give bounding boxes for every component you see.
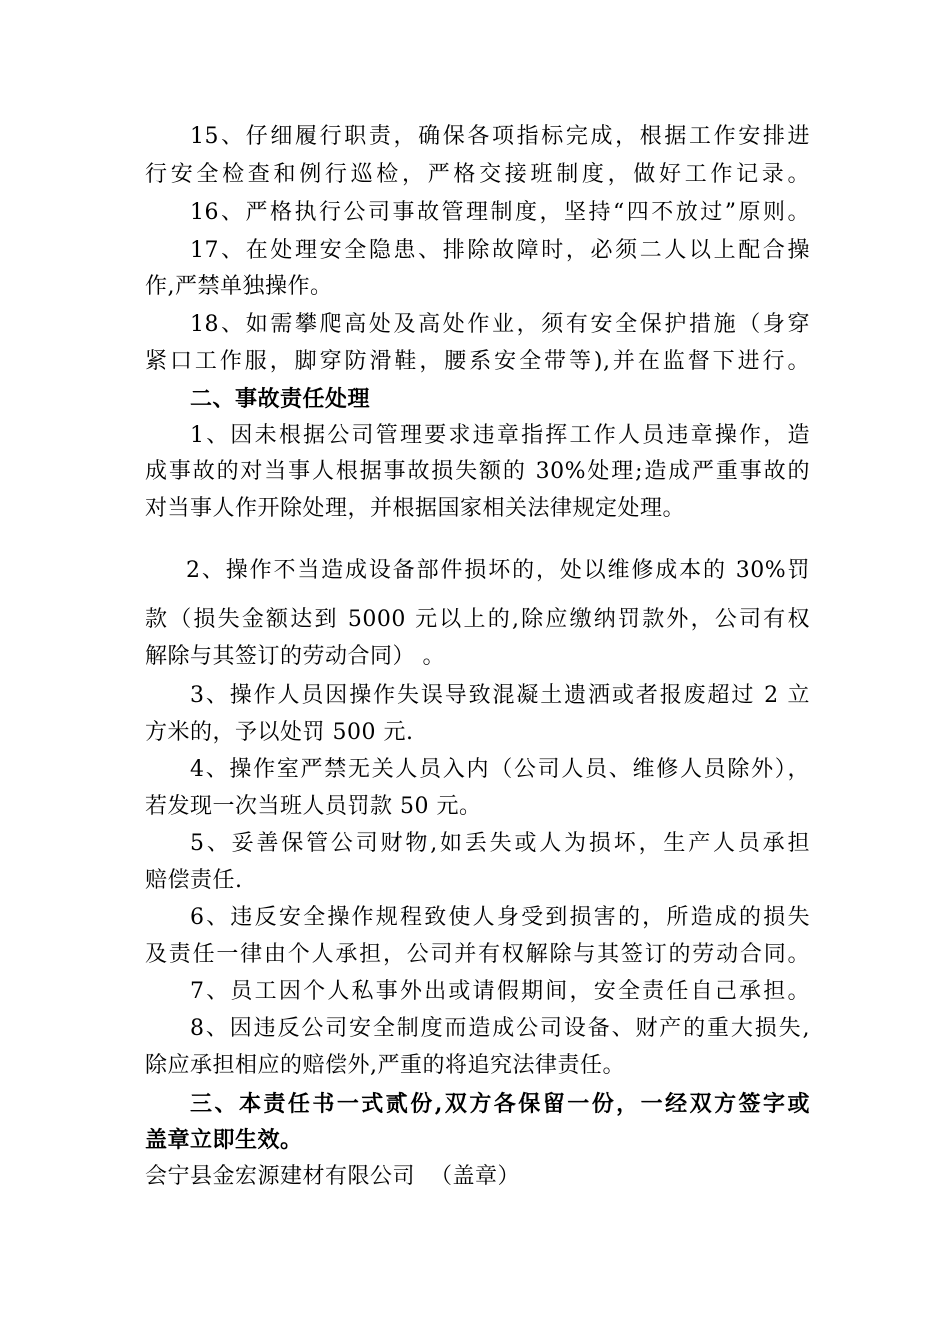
liability-7: 7、员工因个人私事外出或请假期间，安全责任自己承担。 <box>190 979 810 1004</box>
liability-1-line-1: 1、因未根据公司管理要求违章指挥工作人员违章操作，造 <box>190 423 810 448</box>
liability-1-line-3: 对当事人作开除处理，并根据国家相关法律规定处理。 <box>145 496 686 521</box>
liability-4-line-1: 4、操作室严禁无关人员入内（公司人员、维修人员除外）， <box>190 757 810 782</box>
liability-5-line-1: 5、妥善保管公司财物,如丢失或人为损坏，生产人员承担 <box>190 831 810 856</box>
section-3-line-1: 三、本责任书一式贰份,双方各保留一份，一经双方签字或 <box>190 1091 810 1117</box>
liability-8-line-2: 除应承担相应的赔偿外,严重的将追究法律责任。 <box>145 1053 625 1078</box>
section-3-line-2: 盖章立即生效。 <box>145 1127 303 1153</box>
liability-4-line-2: 若发现一次当班人员罚款 50 元。 <box>145 794 482 819</box>
clause-17-line-1: 17、在处理安全隐患、排除故障时，必须二人以上配合操 <box>190 238 810 263</box>
liability-2-line-1: 2、操作不当造成设备部件损坏的，处以维修成本的 30%罚 <box>186 558 810 583</box>
liability-3-line-1: 3、操作人员因操作失误导致混凝土遗洒或者报废超过 2 立 <box>190 683 810 708</box>
liability-8-line-1: 8、因违反公司安全制度而造成公司设备、财产的重大损失, <box>190 1016 810 1041</box>
company-signature: 会宁县金宏源建材有限公司 （盖章） <box>145 1164 520 1189</box>
liability-2-line-3: 解除与其签订的劳动合同） 。 <box>145 644 445 669</box>
liability-6-line-2: 及责任一律由个人承担，公司并有权解除与其签订的劳动合同。 <box>145 942 810 967</box>
clause-15-line-2: 行安全检查和例行巡检，严格交接班制度，做好工作记录。 <box>145 162 810 187</box>
liability-2-line-2: 款（损失金额达到 5000 元以上的,除应缴纳罚款外，公司有权 <box>145 607 810 632</box>
section-2-heading: 二、事故责任处理 <box>190 386 371 412</box>
clause-15-line-1: 15、仔细履行职责，确保各项指标完成，根据工作安排进 <box>190 124 810 149</box>
clause-18-line-1: 18、如需攀爬高处及高处作业，须有安全保护措施（身穿 <box>190 312 810 337</box>
clause-17-line-2: 作,严禁单独操作。 <box>145 274 333 299</box>
liability-5-line-2: 赔偿责任. <box>145 868 243 893</box>
clause-16: 16、严格执行公司事故管理制度，坚持“四不放过”原则。 <box>190 200 810 225</box>
liability-1-line-2: 成事故的对当事人根据事故损失额的 30%处理;造成严重事故的 <box>145 459 810 484</box>
liability-3-line-2: 方米的，予以处罚 500 元. <box>145 720 414 745</box>
clause-18-line-2: 紧口工作服，脚穿防滑鞋，腰系安全带等),并在监督下进行。 <box>145 349 810 374</box>
liability-6-line-1: 6、违反安全操作规程致使人身受到损害的，所造成的损失 <box>190 905 810 930</box>
